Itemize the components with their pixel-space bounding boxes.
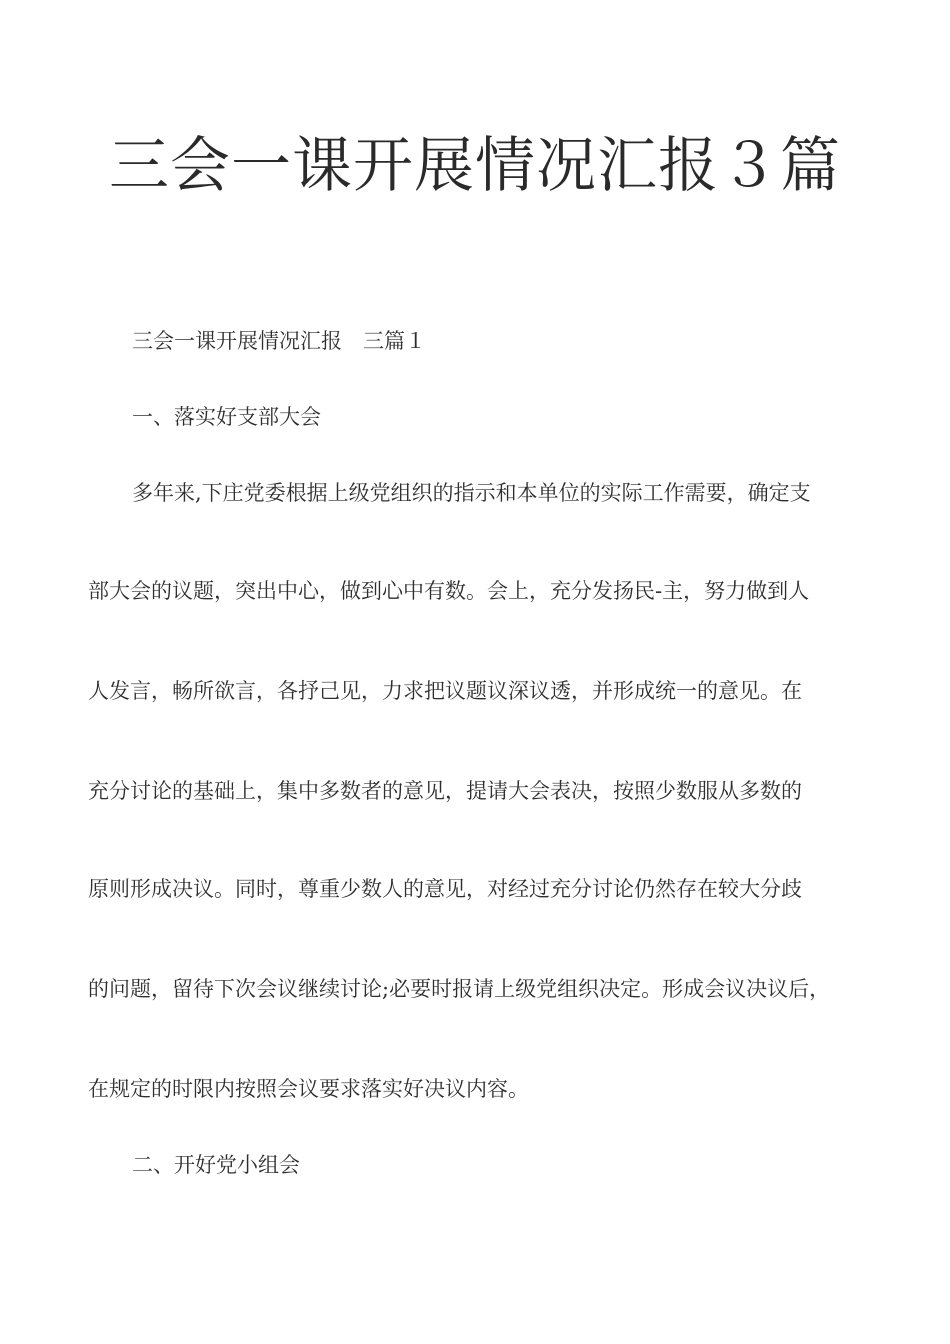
section-heading-2: 二、开好党小组会 (132, 1153, 300, 1177)
paragraph-line: 在规定的时限内按照会议要求落实好决议内容。 (88, 1077, 529, 1101)
paragraph-line: 充分讨论的基础上，集中多数者的意见，提请大会表决，按照少数服从多数的 (88, 779, 802, 803)
paragraph-line: 人发言，畅所欲言，各抒己见，力求把议题议深议透，并形成统一的意见。在 (88, 679, 802, 703)
paragraph-line: 原则形成决议。同时，尊重少数人的意见，对经过充分讨论仍然存在较大分歧 (88, 877, 802, 901)
section-heading-1: 一、落实好支部大会 (132, 405, 321, 429)
paragraph-line: 部大会的议题，突出中心，做到心中有数。会上，充分发扬民-主，努力做到人 (88, 579, 810, 603)
paragraph-line: 多年来,下庄党委根据上级党组织的指示和本单位的实际工作需要，确定支 (132, 481, 811, 505)
document-subtitle: 三会一课开展情况汇报 三篇１ (132, 329, 426, 353)
document-title: 三会一课开展情况汇报３篇 (109, 131, 841, 201)
paragraph-line: 的问题，留待下次会议继续讨论;必要时报请上级党组织决定。形成会议决议后， (88, 977, 831, 1001)
